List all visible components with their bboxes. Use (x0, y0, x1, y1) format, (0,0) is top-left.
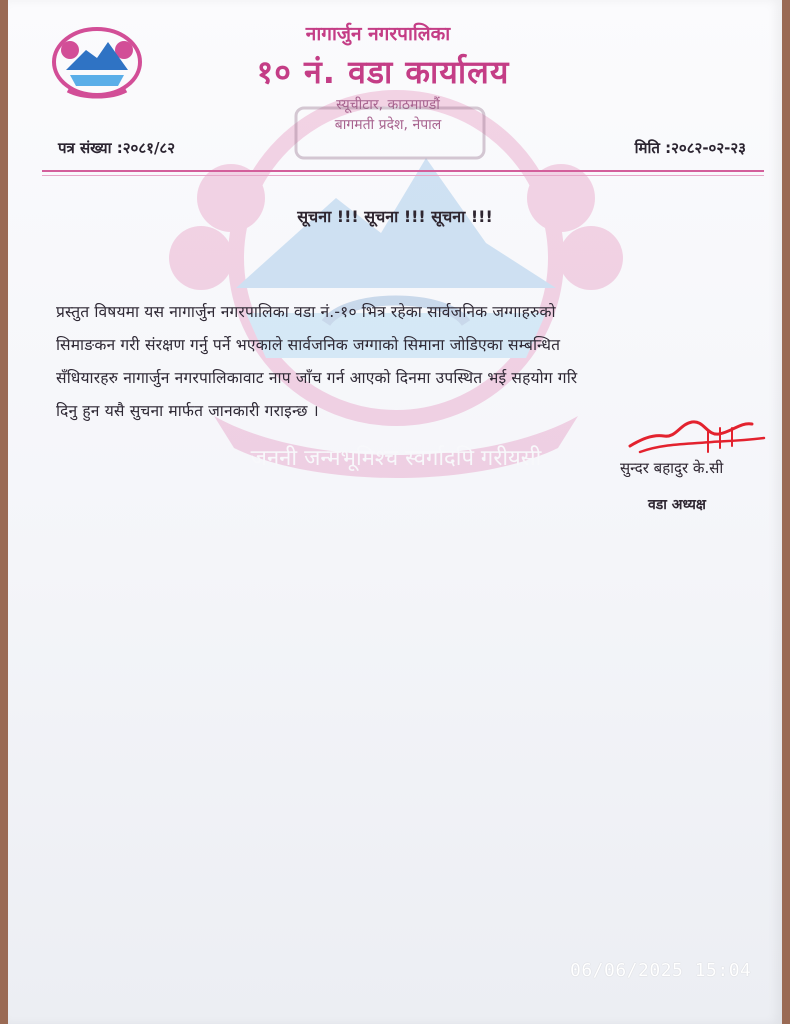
address-line-2: बागमती प्रदेश, नेपाल (334, 117, 442, 133)
notice-body: प्रस्तुत विषयमा यस नागार्जुन नगरपालिका वडा नं.-१० भित्र रहेका सार्वजनिक जग्गाहरुको सिमाङकन गरी संरक्षण गर्नु पर्ने भएकाले सार्वजनिक जग्गाको सिमाना जोडिएका सम्बन्धित सँधियारहरु नागार्जुन नगरपालिकावाट नाप जाँच गर्न आएको दिनमा उपस्थित भई सहयोग गरि दिनु हुन यसै सुचना मार्फत जानकारी गराइन्छ । (56, 303, 578, 420)
letter-date: मिति :२०८२-०२-२३ (634, 139, 746, 157)
municipality-name: नागार्जुन नगरपालिका (305, 23, 451, 45)
header-divider (42, 170, 764, 172)
ward-office-title: १० नं. वडा कार्यालय (256, 53, 510, 91)
nepal-emblem-logo (48, 20, 146, 100)
notice-title: सूचना !!! सूचना !!! सूचना !!! (297, 207, 493, 226)
red-signature (622, 410, 772, 460)
header-divider-secondary (42, 175, 764, 176)
document-page (8, 0, 782, 1024)
photo-timestamp: 06/06/2025 15:04 (570, 960, 752, 981)
watermark-motto: जननी जन्मभूमिश्च स्वर्गादपि गरीयसी (250, 446, 542, 471)
address-line-1: स्यूचीटार, काठमाण्डौं (336, 97, 440, 113)
faded-stamp (290, 100, 490, 166)
signatory-title: वडा अध्यक्ष (648, 497, 706, 513)
letter-number: पत्र संख्या :२०८१/८२ (58, 139, 176, 157)
signatory-name: सुन्दर बहादुर के.सी (620, 459, 724, 477)
